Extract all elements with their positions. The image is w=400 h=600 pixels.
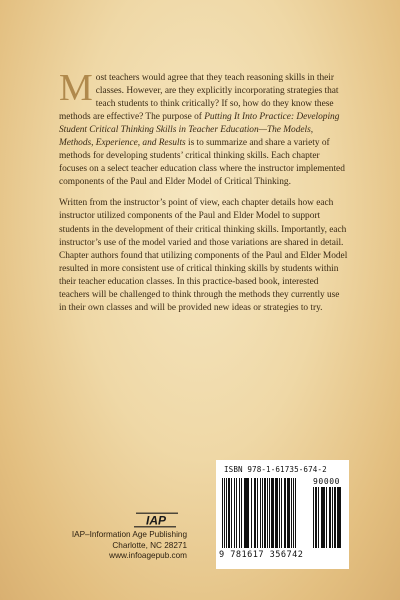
logo-lettering: IAP (145, 513, 167, 528)
publisher-city: Charlotte, NC 28271 (112, 540, 187, 550)
book-title-italic: Putting It Into Practice: Developing Student Critical Thinking Skills in Teacher Education—The Models, Methods, Experience, and Results (59, 112, 340, 149)
paragraph-1-rest: is to summarize and share a variety of methods for developing students’ critical thinking skills. Each chapter focuses on a select teacher education class where the instructor implemented components of the Paul and Elder Model of Critical Thinking. (59, 138, 345, 188)
book-description (59, 67, 349, 315)
barcode-bar (295, 478, 296, 548)
isbn-barcode (216, 460, 349, 569)
barcode-bar (338, 487, 341, 548)
ean-digits: 9 781617 356742 (219, 550, 304, 560)
publisher-name: IAP–Information Age Publishing (71, 530, 187, 539)
isbn-number: ISBN 978-1-61735-674-2 (224, 465, 327, 474)
description-paragraph-1 (59, 67, 349, 189)
iap-logo (133, 512, 179, 528)
barcode-bars (222, 478, 308, 548)
publisher-website: www.infoagepub.com (109, 551, 187, 561)
addon-barcode-bars (313, 487, 345, 548)
paragraph-1-intro: ost teachers would agree that they teach reasoning skills in their classes. However, are they explicitly incorporating strategies that teach students to think critically? If so, how do they know these methods are effective? The purpose of (59, 73, 339, 123)
drop-cap: M (59, 67, 93, 109)
description-paragraph-2: Written from the instructor’s point of view, each chapter details how each instructor utilized components of the Paul and Elder Model to support students in the development of their critical thinking skills. Importantly, each instructor’s use of the model varied and those variations are shared in detail. Chapter authors found that utilizing components of the Paul and Elder Model resulted in more consistent use of critical thinking skills by students within their teacher education classes. In this practice-based book, interested teachers will be challenged to think through the methods they currently use in their own classes and will be provided new ideas or strategies to try. (59, 198, 348, 313)
price-addon-digits: 90000 (313, 477, 341, 486)
publisher-address (59, 530, 187, 562)
